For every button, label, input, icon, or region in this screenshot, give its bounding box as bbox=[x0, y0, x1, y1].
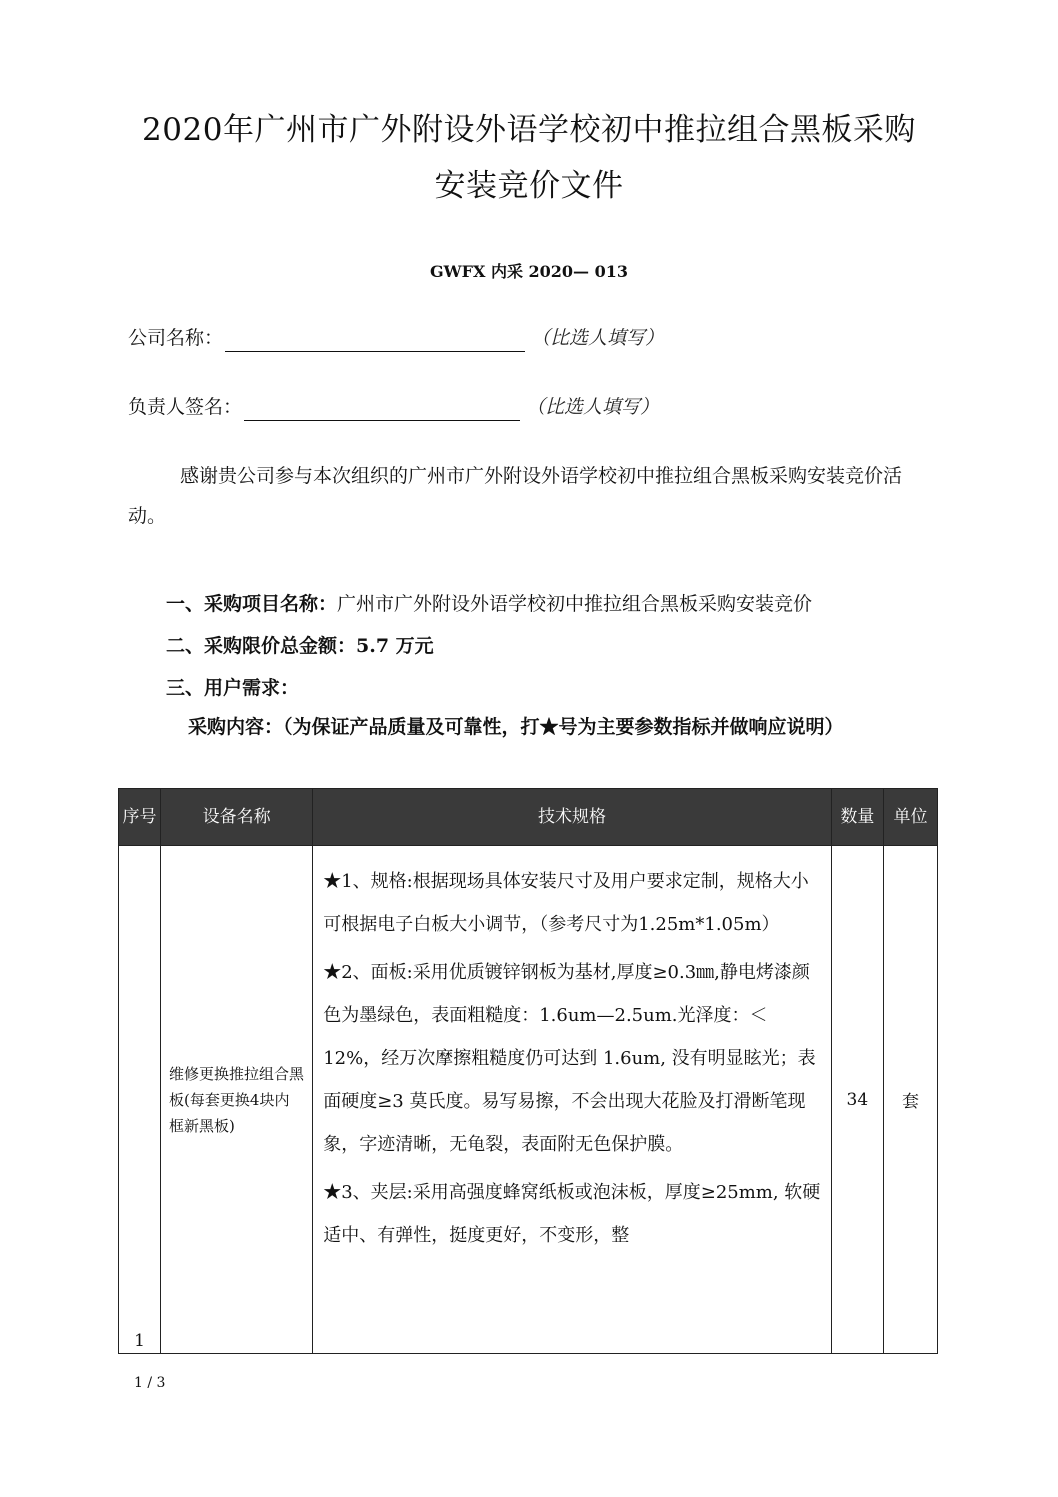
section-user-needs-label: 三、用户需求： bbox=[166, 677, 300, 699]
section-user-needs bbox=[166, 673, 299, 700]
header-qty: 数量 bbox=[831, 789, 883, 846]
document-title-line2: 安装竞价文件 bbox=[434, 168, 624, 204]
section-project-name-value: 广州市广外附设外语学校初中推拉组合黑板采购安装竞价 bbox=[337, 593, 813, 615]
page-number: 1 / 3 bbox=[134, 1375, 166, 1391]
header-spec: 技术规格 bbox=[313, 789, 832, 846]
row-unit: 套 bbox=[883, 846, 937, 1354]
document-title-line1: 2020年广州市广外附设外语学校初中推拉组合黑板采购 bbox=[142, 112, 916, 148]
signer-blank[interactable] bbox=[244, 400, 520, 421]
company-name-label: 公司名称： bbox=[128, 327, 224, 349]
section-price-limit bbox=[166, 631, 434, 658]
company-name-hint: （比选人填写） bbox=[531, 327, 665, 349]
header-no: 序号 bbox=[119, 789, 161, 846]
spec-table bbox=[118, 788, 938, 1354]
spec-item-3: ★3、夹层:采用高强度蜂窝纸板或泡沫板，厚度≥25mm, 软硬适中、有弹性，挺度更好，不变形，整 bbox=[323, 1182, 821, 1246]
header-unit: 单位 bbox=[883, 789, 937, 846]
procurement-content-note: 采购内容：（为保证产品质量及可靠性，打★号为主要参数指标并做响应说明） bbox=[188, 716, 844, 738]
section-project-name-label: 一、采购项目名称： bbox=[166, 593, 338, 615]
row-no: 1 bbox=[119, 846, 161, 1354]
spec-item-2: ★2、面板:采用优质镀锌钢板为基材,厚度≥0.3㎜,静电烤漆颜色为墨绿色，表面粗糙度：1.6um—2.5um.光泽度：＜12%，经万次摩擦粗糙度仍可达到 1.6um, 没有明显眩光；表面硬度≥3 莫氏度。易写易擦，不会出现大花脸及打滑断笔现象，字迹清晰，无龟裂，表面附无色保护膜。 bbox=[323, 962, 816, 1155]
intro-paragraph: 感谢贵公司参与本次组织的广州市广外附设外语学校初中推拉组合黑板采购安装竞价活动。 bbox=[128, 465, 903, 527]
table-header-row bbox=[119, 789, 938, 846]
row-name: 维修更换推拉组合黑板(每套更换4块内框新黑板) bbox=[161, 846, 313, 1354]
row-spec bbox=[313, 846, 832, 1354]
row-qty: 34 bbox=[831, 846, 883, 1354]
signer-label: 负责人签名： bbox=[128, 396, 243, 418]
section-price-limit-label: 二、采购限价总金额： bbox=[166, 635, 357, 657]
header-name: 设备名称 bbox=[161, 789, 313, 846]
table-row bbox=[119, 846, 938, 1354]
section-price-limit-value: 5.7 万元 bbox=[356, 635, 434, 657]
company-name-field bbox=[128, 323, 664, 351]
document-number: GWFX 内采 2020— 013 bbox=[429, 262, 629, 281]
section-project-name bbox=[166, 589, 812, 616]
spec-item-1: ★1、规格:根据现场具体安装尺寸及用户要求定制，规格大小可根据电子白板大小调节，（参考尺寸为1.25m*1.05m） bbox=[323, 871, 809, 935]
company-name-blank[interactable] bbox=[225, 331, 525, 352]
signer-hint: （比选人填写） bbox=[526, 396, 660, 418]
signer-field bbox=[128, 392, 659, 420]
